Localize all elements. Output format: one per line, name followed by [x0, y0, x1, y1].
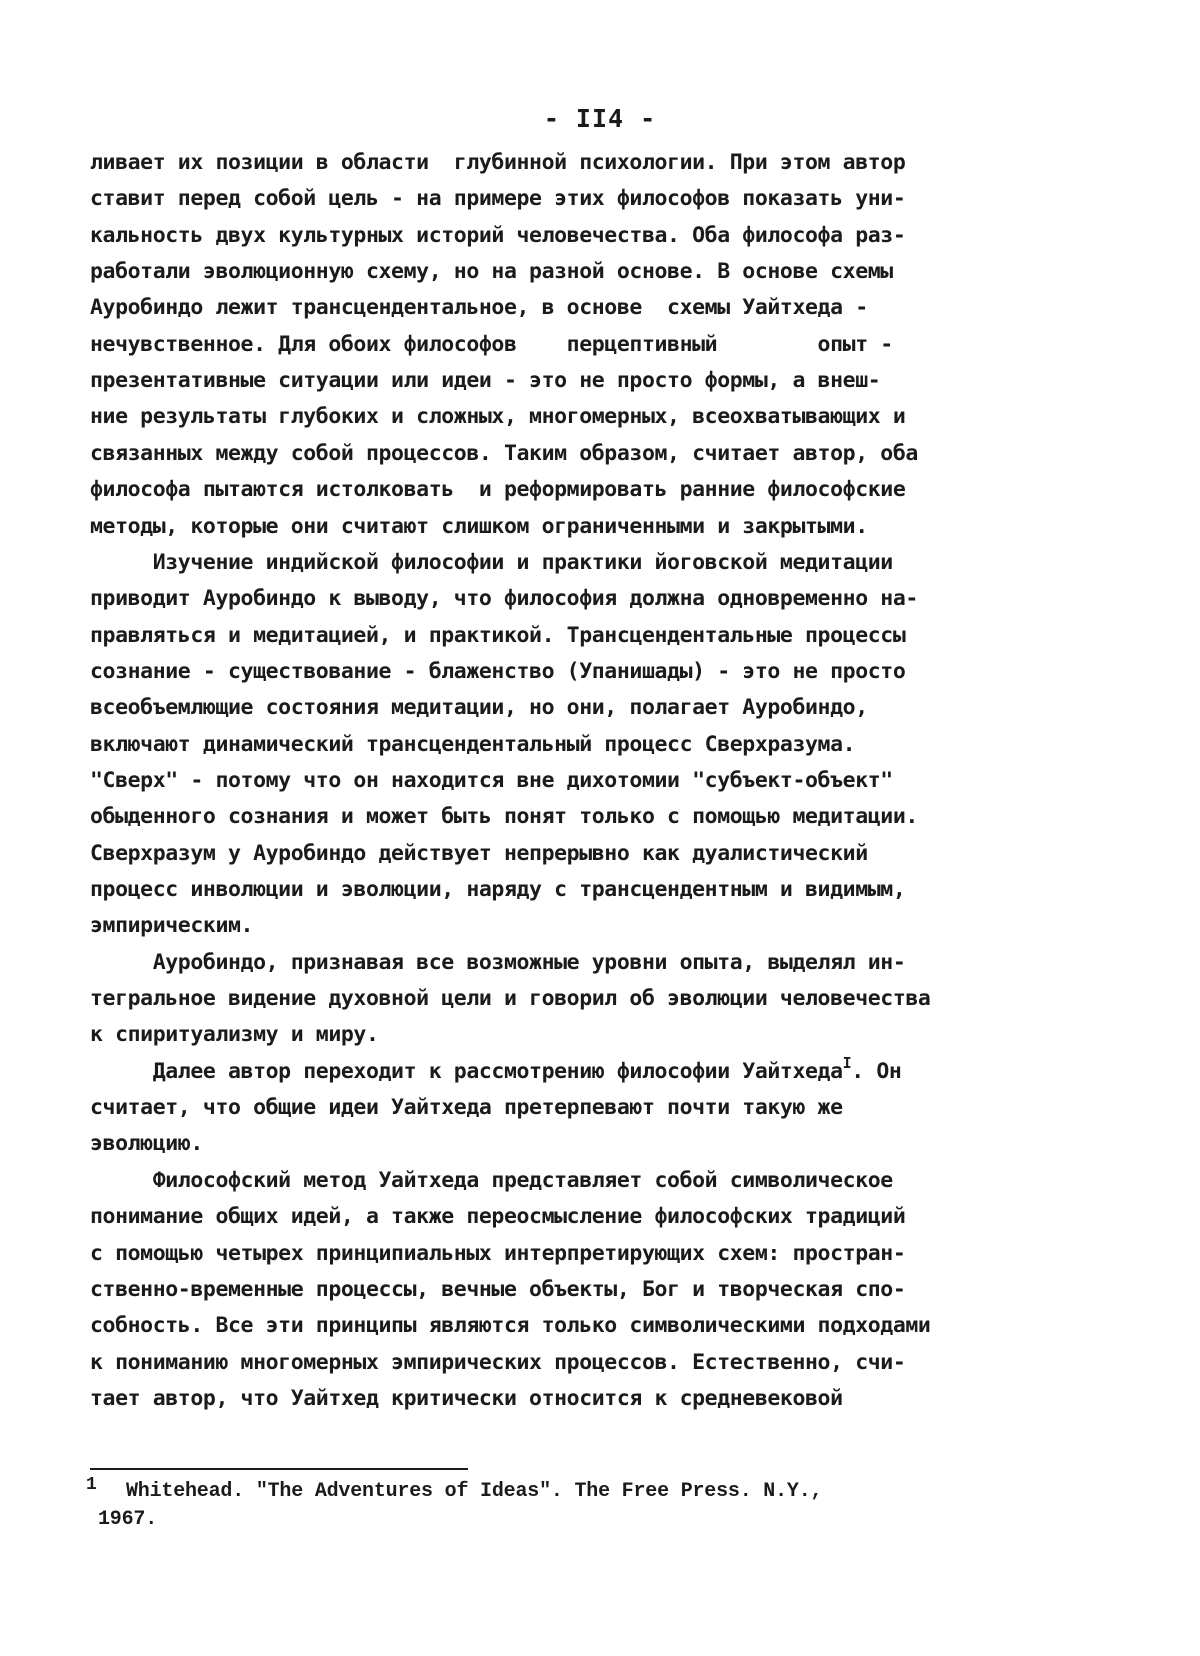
text-line-content: ние результаты глубоких и сложных, многомерных, всеохватывающих и [90, 404, 906, 430]
text-line [90, 548, 893, 578]
text-line [90, 693, 868, 723]
text-line [90, 875, 905, 905]
text-line [90, 1053, 902, 1088]
text-line [90, 1093, 843, 1123]
text-line-content: к пониманию многомерных эмпирических процессов. Естественно, счи- [90, 1349, 906, 1375]
text-line [90, 1202, 905, 1232]
text-line-content: работали эволюционную схему, но на разной основе. В основе схемы [90, 259, 893, 285]
text-line [90, 1348, 905, 1378]
text-line [90, 439, 918, 469]
text-line [90, 221, 905, 251]
text-line-content: Философский метод Уайтхеда представляет собой символическое [90, 1167, 893, 1193]
text-line [90, 184, 905, 214]
text-line-content: процесс инволюции и эволюции, наряду с трансцендентным и видимым, [90, 877, 906, 902]
footnote-line-1: Whitehead. "The Adventures of Ideas". The Free Press. N.Y., [126, 1480, 823, 1503]
text-line [90, 839, 868, 869]
text-line [90, 984, 930, 1014]
text-line [90, 730, 855, 760]
text-line-content: приводит Ауробиндо к выводу, что философия должна одновременно на- [90, 586, 918, 612]
text-line-content: эволюцию. [90, 1131, 203, 1157]
text-line-content: правляться и медитацией, и практикой. Трансцендентальные процессы [90, 622, 906, 648]
text-line-content: тает автор, что Уайтхед критически относится к средневековой [90, 1385, 843, 1411]
text-line [90, 475, 905, 505]
text-line-content: считает, что общие идеи Уайтхеда претерпевают почти такую же [90, 1095, 843, 1121]
text-line-content: Сверхразум у Ауробиндо действует непрерывно как дуалистический [90, 840, 868, 866]
text-line-content: презентативные ситуации или идеи - это не просто формы, а внеш- [90, 368, 881, 394]
footnote-reference: I [842, 1053, 852, 1072]
text-line-content: к спиритуализму и миру. [90, 1022, 379, 1048]
text-line-content: Изучение индийской философии и практики йоговской медитации [90, 549, 893, 575]
text-line [90, 1129, 203, 1159]
text-line [90, 766, 893, 796]
text-line-content: тегральное видение духовной цели и говорил об эволюции человечества [90, 986, 931, 1012]
text-line [90, 402, 905, 432]
text-line-content: нечувственное. Для обоих философов перцептивный опыт - [90, 331, 893, 357]
text-line-content: понимание общих идей, а также переосмысление философских традиций [90, 1204, 906, 1230]
text-line-content: философа пытаются истолковать и реформировать ранние философские [90, 477, 906, 503]
text-line-content: всеобъемлющие состояния медитации, но они, полагает Ауробиндо, [90, 695, 868, 721]
text-line-tail: . Он [851, 1058, 902, 1084]
text-line-content: эмпирическим. [90, 913, 254, 939]
text-line-content: ливает их позиции в области глубинной психологии. При этом автор [90, 150, 906, 175]
text-line-content: собность. Все эти принципы являются только символическими подходами [90, 1313, 931, 1339]
footnote-divider [90, 1468, 468, 1470]
text-line [90, 330, 893, 360]
text-line-content: ственно-временные процессы, вечные объекты, Бог и творческая спо- [90, 1276, 906, 1302]
footnote-marker: 1 [86, 1475, 97, 1495]
text-line [90, 1275, 905, 1305]
text-line [90, 1384, 843, 1414]
text-line [90, 1020, 379, 1050]
text-line [90, 802, 918, 832]
text-line [90, 293, 868, 323]
text-line [90, 512, 868, 542]
text-line-content: кальность двух культурных историй человечества. Оба философа раз- [90, 222, 906, 248]
text-line [90, 1166, 893, 1196]
text-line-content: с помощью четырех принципиальных интерпретирующих схем: простран- [90, 1240, 906, 1266]
text-line-content: обыденного сознания и может быть понят только с помощью медитации. [90, 804, 918, 830]
text-line [90, 911, 253, 941]
text-line-content: Далее автор переходит к рассмотрению философии Уайтхеда [90, 1058, 843, 1084]
text-line-content: Ауробиндо лежит трансцендентальное, в основе схемы Уайтхеда - [90, 295, 868, 321]
text-line-content: методы, которые они считают слишком ограниченными и закрытыми. [90, 513, 868, 539]
text-line [90, 148, 905, 178]
text-line-content: связанных между собой процессов. Таким образом, считает автор, оба [90, 440, 918, 466]
page-number: - II4 - [543, 104, 657, 133]
text-line [90, 257, 893, 287]
footnote-line-2: 1967. [98, 1508, 158, 1531]
text-line-content: сознание - существование - блаженство (Упанишады) - это не просто [90, 658, 906, 684]
text-line-content: ставит перед собой цель - на примере этих философов показать уни- [90, 186, 906, 212]
text-line [90, 584, 918, 614]
text-line [90, 621, 905, 651]
text-line [90, 1239, 905, 1269]
text-line-content: включают динамический трансцендентальный процесс Сверхразума. [90, 731, 856, 757]
text-line [90, 948, 905, 978]
text-line [90, 657, 905, 687]
text-line [90, 1311, 930, 1341]
text-line-content: "Сверх" - потому что он находится вне дихотомии "субъект-объект" [90, 767, 893, 793]
text-line-content: Ауробиндо, признавая все возможные уровни опыта, выделял ин- [90, 949, 906, 975]
text-line [90, 366, 880, 396]
